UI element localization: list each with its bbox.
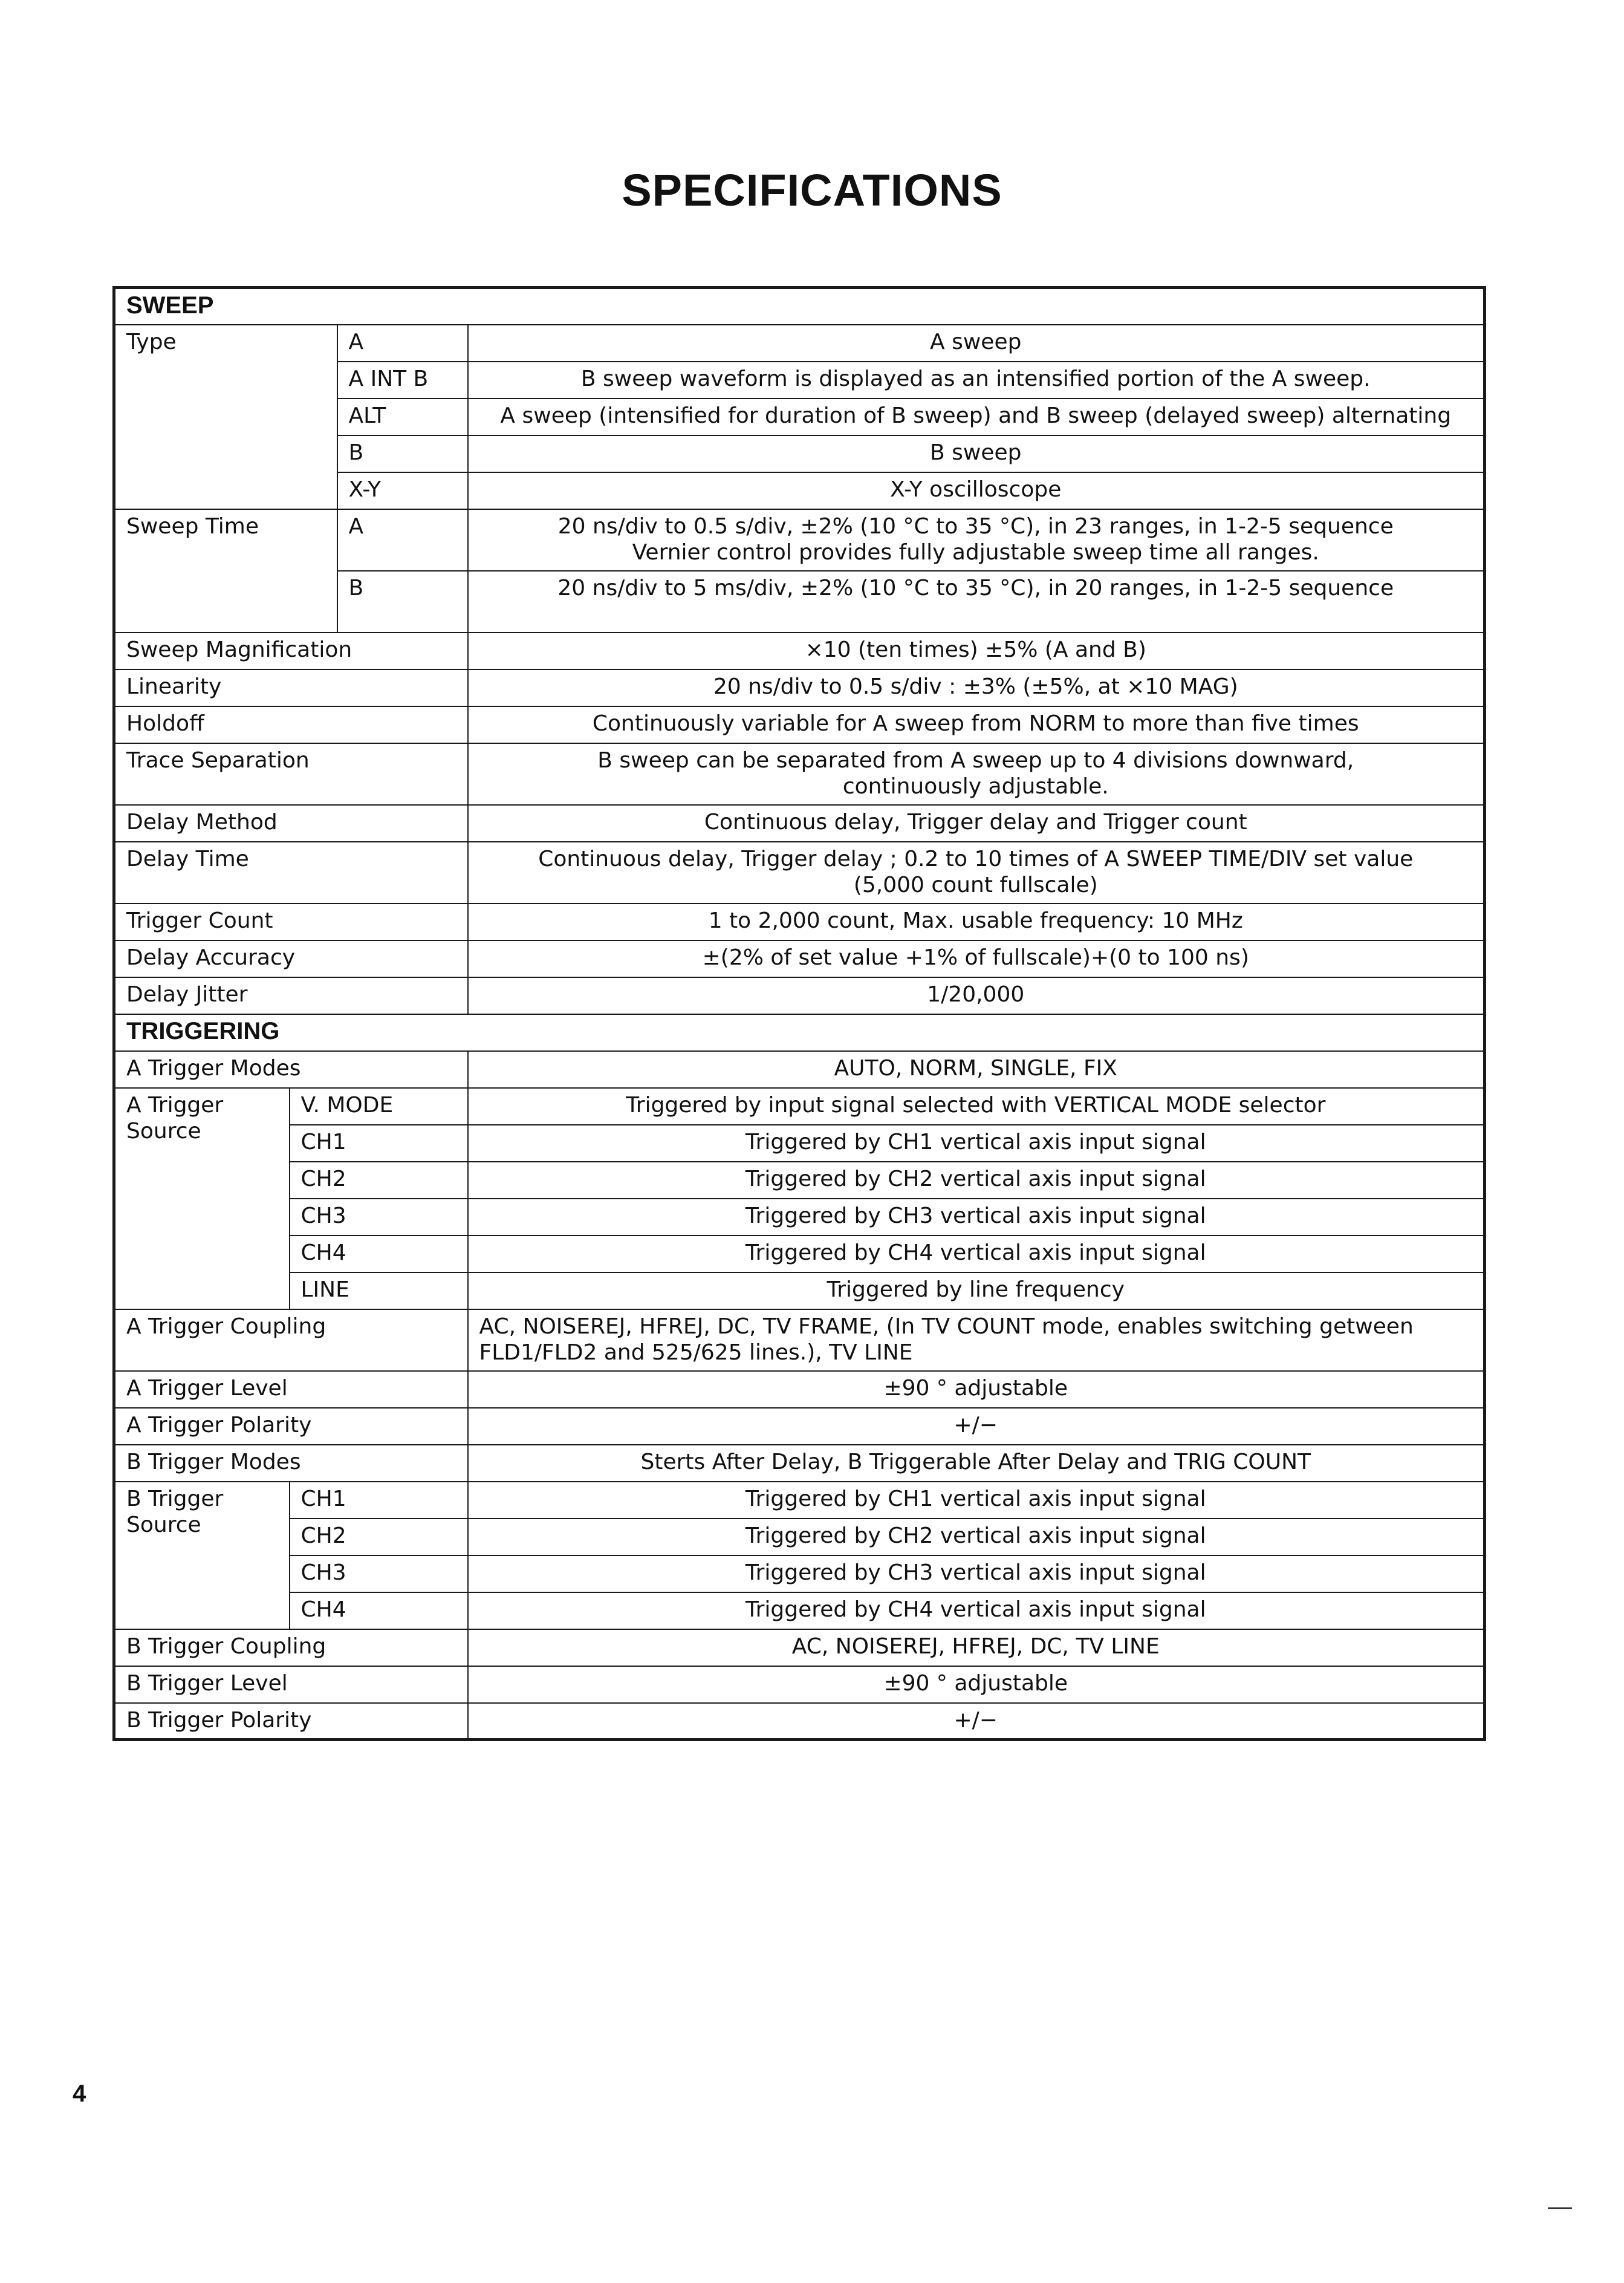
spec-row-trace-separation <box>114 743 1485 805</box>
spec-value-line: Vernier control provides fully adjustable sweep time all ranges. <box>632 539 1319 565</box>
spec-row-delay-accuracy <box>114 940 1485 977</box>
spec-label: A Trigger Coupling <box>114 1309 468 1371</box>
spec-row-a-source-vmode <box>114 1088 1485 1125</box>
spec-value: B sweep waveform is displayed as an intensified portion of the A sweep. <box>468 362 1485 399</box>
section-row-triggering <box>114 1014 1485 1051</box>
spec-label: B Trigger Polarity <box>114 1703 468 1740</box>
spec-row-a-source-line <box>114 1272 1485 1309</box>
section-heading-sweep: SWEEP <box>114 288 1485 325</box>
spec-sublabel: CH1 <box>290 1125 468 1162</box>
spec-label-type: Type <box>114 325 337 509</box>
spec-value-line: AC, NOISEREJ, HFREJ, DC, TV FRAME, (In TV COUNT mode, enables switching getween <box>479 1314 1414 1339</box>
spec-label: A Trigger Modes <box>114 1051 468 1088</box>
spec-row-type-a <box>114 325 1485 362</box>
spec-label: Holdoff <box>114 706 468 743</box>
spec-value: 1/20,000 <box>468 977 1485 1014</box>
spec-value: AUTO, NORM, SINGLE, FIX <box>468 1051 1485 1088</box>
spec-value: Triggered by CH1 vertical axis input signal <box>468 1125 1485 1162</box>
spec-value: ±90 ° adjustable <box>468 1666 1485 1703</box>
spec-value <box>468 571 1485 633</box>
spec-label: Trace Separation <box>114 743 468 805</box>
spec-sublabel: CH2 <box>290 1519 468 1555</box>
spec-label: A Trigger Polarity <box>114 1408 468 1445</box>
spec-label: Linearity <box>114 669 468 706</box>
spec-row-a-trigger-level <box>114 1371 1485 1408</box>
spec-label-a-trigger-source <box>114 1088 290 1309</box>
spec-value: Triggered by CH2 vertical axis input signal <box>468 1519 1485 1555</box>
spec-row-a-trigger-modes <box>114 1051 1485 1088</box>
spec-value-line: (5,000 count fullscale) <box>853 872 1098 897</box>
spec-row-delay-jitter <box>114 977 1485 1014</box>
spec-sublabel: CH3 <box>290 1555 468 1592</box>
spec-row-b-source-ch1 <box>114 1482 1485 1519</box>
spec-label-line: Source <box>126 1512 201 1537</box>
spec-value: AC, NOISEREJ, HFREJ, DC, TV LINE <box>468 1629 1485 1666</box>
spec-value: Continuously variable for A sweep from NORM to more than five times <box>468 706 1485 743</box>
spec-value <box>468 842 1485 904</box>
spec-sublabel: A INT B <box>337 362 468 399</box>
spec-row-sweep-magnification <box>114 633 1485 669</box>
spec-value: ×10 (ten times) ±5% (A and B) <box>468 633 1485 669</box>
spec-row-linearity <box>114 669 1485 706</box>
spec-value-line: Continuous delay, Trigger delay ; 0.2 to 10 times of A SWEEP TIME/DIV set value <box>538 846 1414 871</box>
spec-value: Triggered by CH3 vertical axis input signal <box>468 1199 1485 1236</box>
spec-value: Sterts After Delay, B Triggerable After Delay and TRIG COUNT <box>468 1445 1485 1482</box>
spec-label-b-trigger-source <box>114 1482 290 1629</box>
spec-sublabel: CH2 <box>290 1162 468 1199</box>
spec-value <box>468 1309 1485 1371</box>
spec-value: 1 to 2,000 count, Max. usable frequency: 10 MHz <box>468 904 1485 940</box>
spec-sublabel: LINE <box>290 1272 468 1309</box>
spec-sublabel: CH4 <box>290 1236 468 1272</box>
spec-value-line: 20 ns/div to 0.5 s/div, ±2% (10 °C to 35 °C), in 23 ranges, in 1-2-5 sequence <box>557 513 1394 539</box>
spec-row-a-source-ch3 <box>114 1199 1485 1236</box>
spec-sublabel: A <box>337 509 468 571</box>
spec-value: +/− <box>468 1408 1485 1445</box>
spec-value-line: B sweep can be separated from A sweep up to 4 divisions downward, <box>597 747 1354 773</box>
spec-label: Delay Time <box>114 842 468 904</box>
spec-row-delay-method <box>114 805 1485 842</box>
spec-label: Trigger Count <box>114 904 468 940</box>
spec-value: Triggered by CH4 vertical axis input signal <box>468 1236 1485 1272</box>
spec-label-line: Source <box>126 1118 201 1144</box>
page-number: 4 <box>73 2080 86 2107</box>
section-heading-triggering: TRIGGERING <box>114 1014 1485 1051</box>
spec-row-b-source-ch4 <box>114 1592 1485 1629</box>
spec-row-b-trigger-polarity <box>114 1703 1485 1740</box>
spec-sublabel: A <box>337 325 468 362</box>
spec-value: Triggered by line frequency <box>468 1272 1485 1309</box>
spec-value: 20 ns/div to 0.5 s/div : ±3% (±5%, at ×10 MAG) <box>468 669 1485 706</box>
spec-sublabel: CH1 <box>290 1482 468 1519</box>
spec-value: B sweep <box>468 435 1485 472</box>
spec-label: Delay Method <box>114 805 468 842</box>
spec-label: Delay Jitter <box>114 977 468 1014</box>
spec-value <box>468 509 1485 571</box>
spec-row-b-source-ch2 <box>114 1519 1485 1555</box>
spec-row-delay-time <box>114 842 1485 904</box>
spec-sublabel: CH4 <box>290 1592 468 1629</box>
spec-value: ±90 ° adjustable <box>468 1371 1485 1408</box>
page-title: SPECIFICATIONS <box>622 165 1002 215</box>
spec-value-line: 20 ns/div to 5 ms/div, ±2% (10 °C to 35 °C), in 20 ranges, in 1-2-5 sequence <box>557 575 1394 601</box>
spec-value-line: continuously adjustable. <box>842 773 1109 799</box>
spec-sublabel: B <box>337 435 468 472</box>
spec-row-b-trigger-modes <box>114 1445 1485 1482</box>
spec-row-b-source-ch3 <box>114 1555 1485 1592</box>
spec-label: Sweep Magnification <box>114 633 468 669</box>
spec-row-a-source-ch1 <box>114 1125 1485 1162</box>
spec-row-b-trigger-coupling <box>114 1629 1485 1666</box>
spec-row-b-trigger-level <box>114 1666 1485 1703</box>
spec-label-line: A Trigger <box>126 1092 224 1118</box>
spec-value: Triggered by CH4 vertical axis input signal <box>468 1592 1485 1629</box>
spec-row-a-source-ch4 <box>114 1236 1485 1272</box>
spec-row-holdoff <box>114 706 1485 743</box>
spec-sublabel: B <box>337 571 468 633</box>
spec-sublabel: V. MODE <box>290 1088 468 1125</box>
spec-value <box>468 743 1485 805</box>
spec-sublabel: CH3 <box>290 1199 468 1236</box>
spec-sublabel: ALT <box>337 399 468 435</box>
spec-value: X-Y oscilloscope <box>468 472 1485 509</box>
spec-row-a-source-ch2 <box>114 1162 1485 1199</box>
spec-row-trigger-count <box>114 904 1485 940</box>
spec-label-line: B Trigger <box>126 1486 224 1511</box>
spec-value: A sweep (intensified for duration of B sweep) and B sweep (delayed sweep) alternating <box>468 399 1485 435</box>
spec-label: B Trigger Coupling <box>114 1629 468 1666</box>
spec-value: Triggered by CH1 vertical axis input signal <box>468 1482 1485 1519</box>
spec-value: A sweep <box>468 325 1485 362</box>
spec-label: B Trigger Level <box>114 1666 468 1703</box>
specifications-table <box>112 286 1486 1741</box>
spec-value: ±(2% of set value +1% of fullscale)+(0 to 100 ns) <box>468 940 1485 977</box>
margin-mark <box>1548 2207 1572 2209</box>
spec-label: A Trigger Level <box>114 1371 468 1408</box>
spec-row-a-trigger-polarity <box>114 1408 1485 1445</box>
spec-row-a-trigger-coupling <box>114 1309 1485 1371</box>
spec-label: Delay Accuracy <box>114 940 468 977</box>
spec-value: Triggered by CH3 vertical axis input signal <box>468 1555 1485 1592</box>
section-row-sweep <box>114 288 1485 325</box>
spec-value: Continuous delay, Trigger delay and Trigger count <box>468 805 1485 842</box>
spec-value-line: FLD1/FLD2 and 525/625 lines.), TV LINE <box>479 1340 913 1365</box>
spec-sublabel: X-Y <box>337 472 468 509</box>
spec-label: B Trigger Modes <box>114 1445 468 1482</box>
spec-value: Triggered by CH2 vertical axis input signal <box>468 1162 1485 1199</box>
spec-value: Triggered by input signal selected with VERTICAL MODE selector <box>468 1088 1485 1125</box>
spec-row-sweep-time-a <box>114 509 1485 571</box>
spec-label-sweep-time: Sweep Time <box>114 509 337 633</box>
spec-value: +/− <box>468 1703 1485 1740</box>
